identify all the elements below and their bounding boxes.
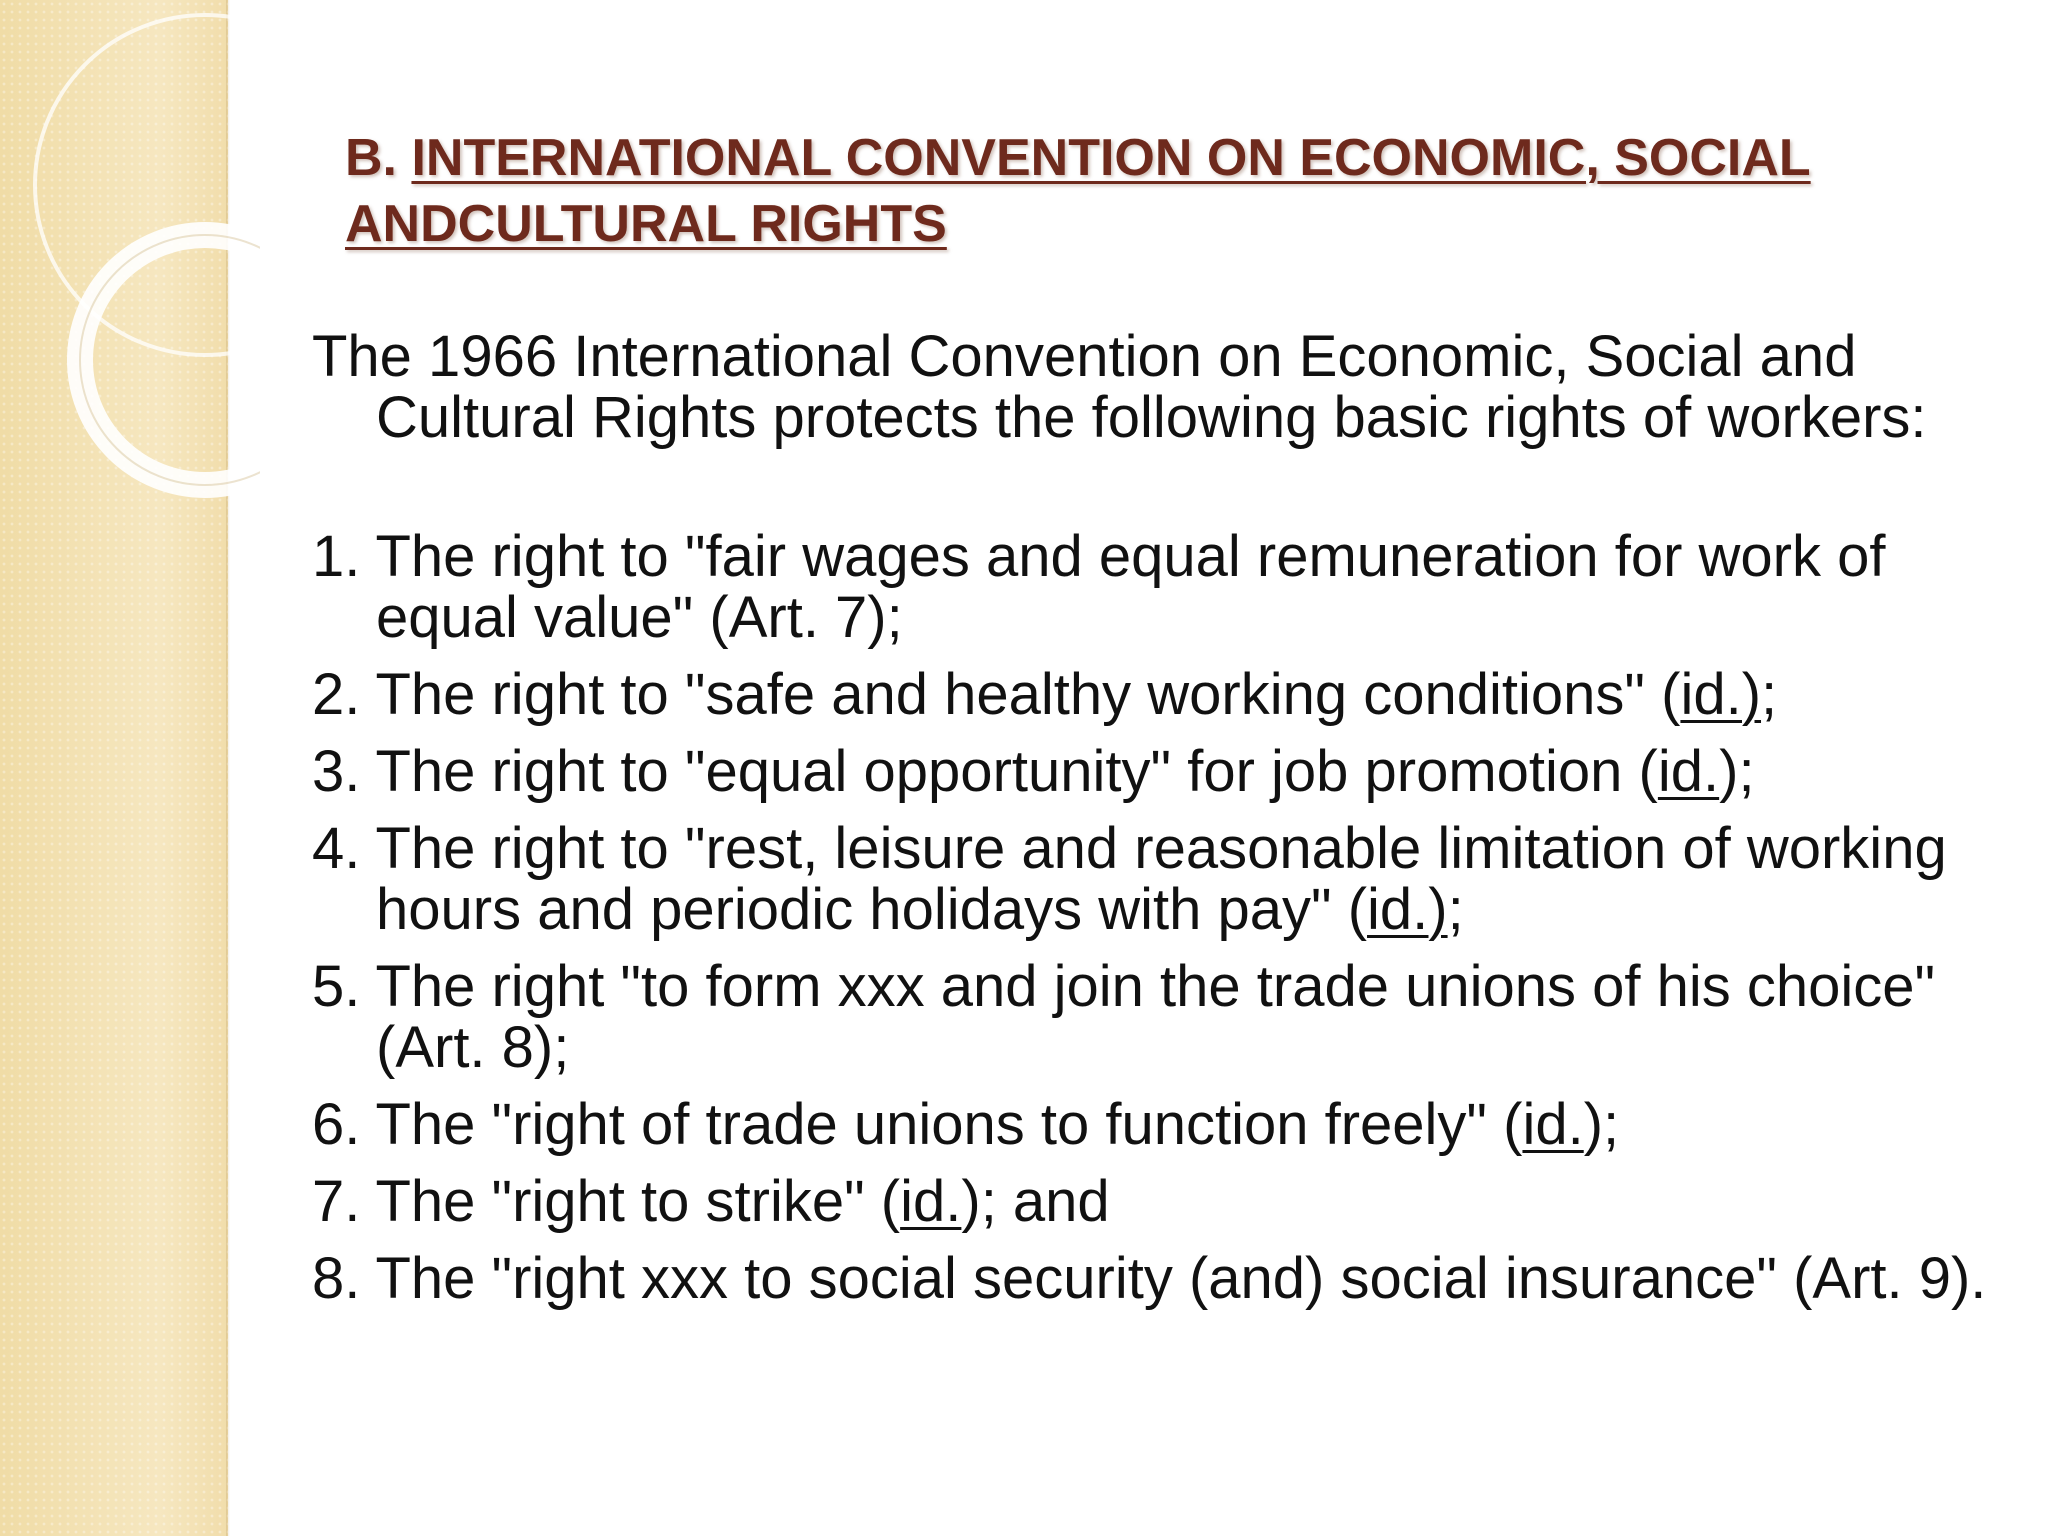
item-text: 3. The right to "equal opportunity" for job promotion ( xyxy=(312,739,1658,804)
item-text-end: ); and xyxy=(961,1169,1110,1234)
slide-title xyxy=(345,125,1985,257)
rights-list-item-3 xyxy=(312,741,2012,802)
item-text: 2. The right to "safe and healthy working conditions" ( xyxy=(312,662,1681,727)
item-text: 4. The right to "rest, leisure and reasonable limitation of working hours and periodic holidays with pay" ( xyxy=(312,816,1947,942)
item-text: 6. The "right of trade unions to function freely" ( xyxy=(312,1092,1523,1157)
rights-list-item-1: 1. The right to "fair wages and equal remuneration for work of equal value" (Art. 7); xyxy=(312,524,1886,650)
rights-list-item-2 xyxy=(312,664,2012,725)
item-text-end: ); xyxy=(1719,739,1755,804)
rights-list-item-6 xyxy=(312,1094,2012,1155)
rights-list-item-8: 8. The "right xxx to social security (and) social insurance" (Art. 9). xyxy=(312,1246,1987,1311)
citation-reference: id. xyxy=(1657,739,1720,804)
decorative-swirl-rings xyxy=(0,0,260,560)
rights-list-item-7 xyxy=(312,1171,2012,1232)
title-prefix: B. xyxy=(345,129,412,187)
item-text-end: ); xyxy=(1583,1092,1620,1157)
citation-reference: id.) xyxy=(1680,662,1762,727)
citation-reference: id. xyxy=(900,1169,962,1234)
item-text-end: ; xyxy=(1447,877,1464,942)
citation-reference: id.) xyxy=(1367,877,1448,942)
item-text: 7. The "right to strike" ( xyxy=(312,1169,901,1234)
rights-list-item-4 xyxy=(312,818,2012,940)
item-text-end: ; xyxy=(1761,662,1778,727)
title-underlined-text: INTERNATIONAL CONVENTION ON ECONOMIC, SOCIAL ANDCULTURAL RIGHTS xyxy=(345,129,1811,253)
rights-list-item-5: 5. The right "to form xxx and join the trade unions of his choice" (Art. 8); xyxy=(312,954,1936,1080)
citation-reference: id. xyxy=(1522,1092,1584,1157)
slide-body xyxy=(312,326,2012,1325)
intro-paragraph: The 1966 International Convention on Economic, Social and Cultural Rights protects the following basic rights of workers: xyxy=(312,324,1927,450)
